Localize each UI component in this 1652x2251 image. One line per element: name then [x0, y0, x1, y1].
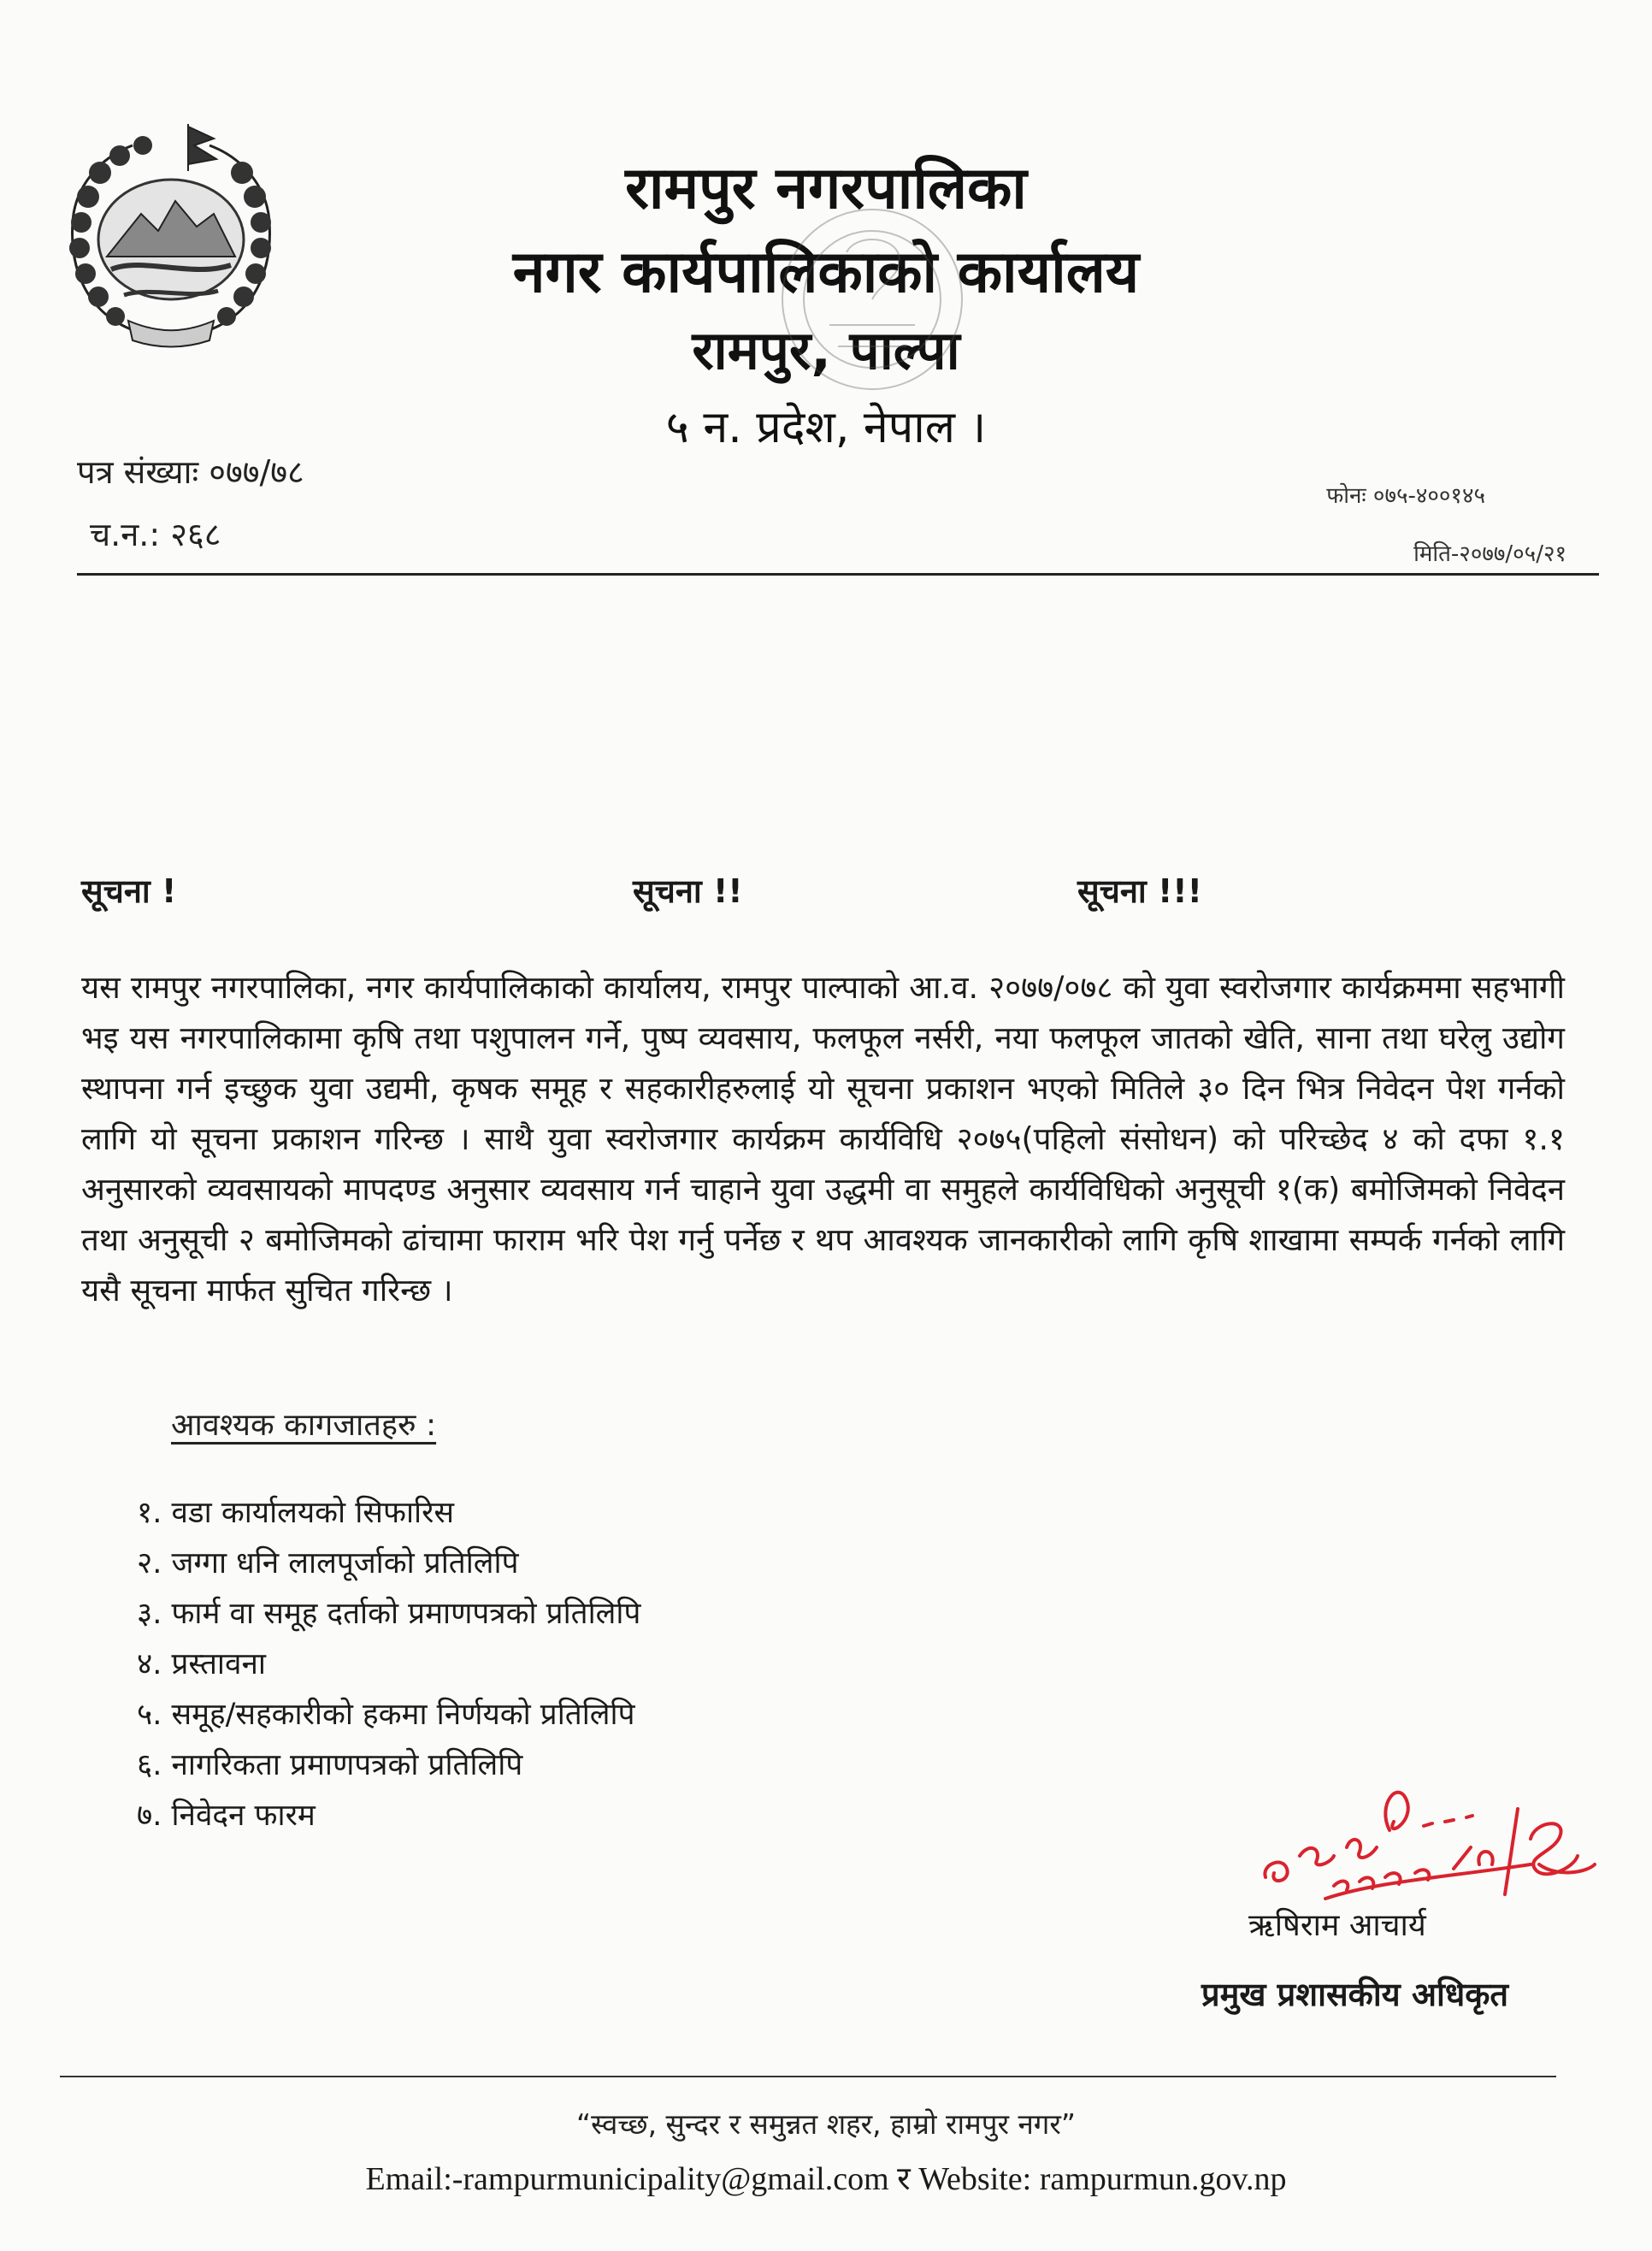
office-province: ५ न. प्रदेश, नेपाल । — [665, 402, 987, 453]
documents-heading: आवश्यक कागजातहरु : — [171, 1408, 437, 1443]
list-item: ७. निवेदन फारम — [137, 1799, 316, 1833]
header-divider — [77, 573, 1599, 576]
signatory-title: प्रमुख प्रशासकीय अधिकृत — [1201, 1976, 1509, 2013]
dispatch-number: च.न.: २६८ — [90, 516, 221, 553]
notice-title-3: सूचना !!! — [1077, 872, 1202, 910]
footer-divider — [60, 2076, 1556, 2077]
list-item: ६. नागरिकता प्रमाणपत्रको प्रतिलिपि — [137, 1748, 523, 1782]
list-item: ३. फार्म वा समूह दर्ताको प्रमाणपत्रको प्रतिलिपि — [137, 1597, 641, 1631]
list-item: १. वडा कार्यालयको सिफारिस — [137, 1496, 455, 1530]
list-item: २. जग्गा धनि लालपूर्जाको प्रतिलिपि — [137, 1546, 519, 1580]
letter-date: मिति-२०७७/०५/२१ — [1413, 541, 1566, 567]
office-subtitle: नगर कार्यपालिकाको कार्यालय — [512, 239, 1140, 306]
signatory-name: ऋषिराम आचार्य — [1248, 1908, 1426, 1943]
phone-number: फोनः ०७५-४००१४५ — [1326, 483, 1485, 509]
notice-title-2: सूचना !! — [633, 872, 743, 910]
municipality-slogan: “स्वच्छ, सुन्दर र समुन्नत शहर, हाम्रो रामपुर नगर” — [576, 2107, 1076, 2141]
office-location: रामपुर, पाल्पा — [692, 319, 960, 381]
letter-number: पत्र संख्याः ०७७/७८ — [77, 453, 304, 491]
list-item: ४. प्रस्तावना — [137, 1647, 266, 1681]
contact-info: Email:-rampurmunicipality@gmail.com र Website: rampurmun.gov.np — [365, 2161, 1287, 2197]
office-seal-icon — [770, 171, 975, 419]
documents-list — [137, 1488, 640, 1841]
handwritten-signature-icon — [1248, 1728, 1616, 1924]
list-item: ५. समूह/सहकारीको हकमा निर्णयको प्रतिलिपि — [137, 1698, 635, 1732]
office-name: रामपुर नगरपालिका — [625, 155, 1027, 222]
notice-body: यस रामपुर नगरपालिका, नगर कार्यपालिकाको कार्यालय, रामपुर पाल्पाको आ.व. २०७७/०७८ को युवा स्वरोजगार कार्यक्रममा सहभागी भइ यस नगरपालिकामा कृषि तथा पशुपालन गर्ने, पुष्प व्यवसाय, फलफूल नर्सरी, नया फलफूल जातको खेति, साना तथा घरेलु उद्योग स्थापना गर्न इच्छुक युवा उद्यमी, कृषक समूह र सहकारीहरुलाई यो सूचना प्रकाशन भएको मितिले ३० दिन भित्र निवेदन पेश गर्नको लागि यो सूचना प्रकाशन गरिन्छ । साथै युवा स्वरोजगार कार्यक्रम कार्यविधि २०७५(पहिलो संसोधन) को परिच्छेद ४ को दफा १.१ अनुसारको व्यवसायको मापदण्ड अनुसार व्यवसाय गर्न चाहाने युवा उद्धमी वा समुहले कार्यविधिको अनुसूची १(क) बमोजिमको निवेदन तथा अनुसूची २ बमोजिमको ढांचामा फाराम भरि पेश गर्नु पर्नेछ र थप आवश्यक जानकारीको लागि कृषि शाखामा सम्पर्क गर्नको लागि यसै सूचना मार्फत सुचित गरिन्छ । — [81, 969, 1565, 1309]
notice-title-1: सूचना ! — [81, 872, 177, 910]
